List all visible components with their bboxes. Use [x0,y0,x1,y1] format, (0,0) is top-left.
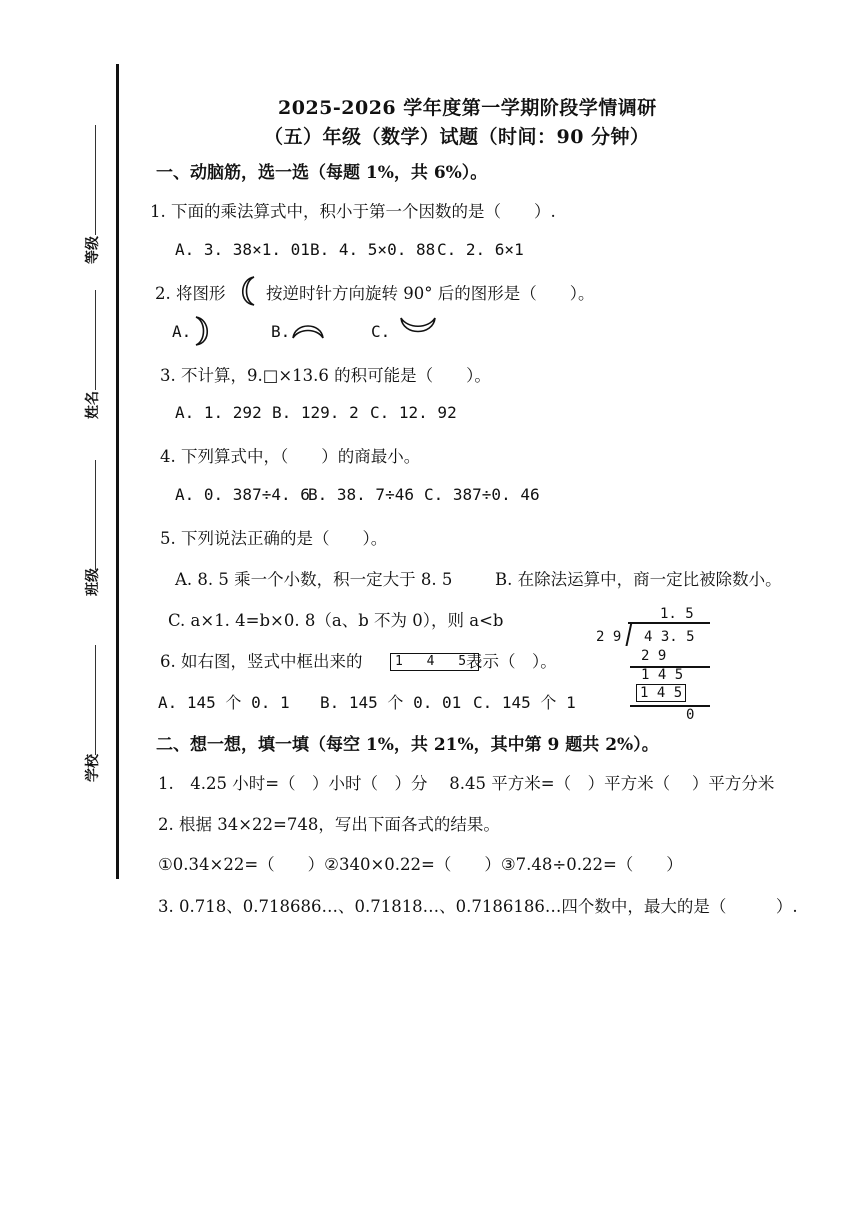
q2-option-a: A. [172,322,192,341]
q4-stem: 4. 下列算式中，（ ）的商最小。 [160,447,421,466]
q3-option-a: A. 1. 292 [175,403,262,422]
s2-q1: 1. 4.25 小时=（ ）小时（ ）分 8.45 平方米=（ ）平方米（ ）平方分米 [158,774,775,793]
q2-option-b: B. [271,322,291,341]
division-final: 0 [686,707,695,723]
q4-option-a: A. 0. 387÷4. 6 [175,485,310,504]
division-step-1: 2 9 [641,648,667,664]
name-blank-line [95,290,96,390]
crescent-figure-icon [232,274,262,308]
q3-stem: 3. 不计算，9.□×13.6 的积可能是（ ）。 [160,366,491,385]
crescent-down-icon [398,314,438,338]
q1-stem: 1. 下面的乘法算式中，积小于第一个因数的是（ ）. [150,202,556,221]
section-2-heading: 二、想一想，填一填（每空 1%，共 21%，其中第 9 题共 2%）。 [156,735,659,755]
section-1-heading: 一、动脑筋，选一选（每题 1%，共 6%）。 [156,163,488,183]
page-title: 2025-2026 学年度第一学期阶段学情调研 [278,97,657,119]
s2-q2: 2. 根据 34×22=748，写出下面各式的结果。 [158,815,500,834]
division-quotient: 1. 5 [660,606,694,622]
division-remainder-1: 1 4 5 [641,667,684,683]
binding-line [116,64,119,879]
s2-q3: 3. 0.718、0.718686…、0.71818…、0.7186186…四个数中，最大的是（ ）. [158,897,798,916]
division-step-2-boxed: 1 4 5 [636,684,686,702]
division-line-2 [630,705,710,707]
q2-option-c: C. [371,322,391,341]
q5-option-a: A. 8. 5 乘一个小数，积一定大于 8. 5 [175,570,453,589]
q6-option-b: B. 145 个 0. 01 [320,693,462,712]
school-blank-line [95,645,96,755]
q2-stem-after: 按逆时针方向旋转 90° 后的图形是（ ）。 [266,284,595,303]
q5-option-c: C. a×1. 4=b×0. 8（a、b 不为 0），则 a<b [168,611,504,630]
crescent-up-icon [290,318,326,342]
division-bracket [625,622,632,646]
q6-option-a: A. 145 个 0. 1 [158,693,290,712]
grade-blank-line [95,125,96,235]
class-blank-line [95,460,96,570]
crescent-right-icon [192,314,216,348]
division-bar [628,622,710,624]
q3-option-c: C. 12. 92 [370,403,457,422]
school-label: 学校 [85,754,101,782]
q6-option-c: C. 145 个 1 [473,693,576,712]
q6-stem-after: 表示（ ）。 [466,652,557,671]
q4-option-b: B. 38. 7÷46 [308,485,414,504]
q2-stem-before: 2. 将图形 [155,284,226,303]
q5-option-b: B. 在除法运算中，商一定比被除数小。 [495,570,782,589]
q3-option-b: B. 129. 2 [272,403,359,422]
class-label: 班级 [85,568,101,596]
page-subtitle: （五）年级（数学）试题（时间：90 分钟） [264,126,650,148]
name-label: 姓名 [85,391,101,419]
division-divisor: 2 9 [596,629,622,645]
q1-option-c: C. 2. 6×1 [437,240,524,259]
q1-option-b: B. 4. 5×0. 88 [310,240,436,259]
division-dividend: 4 3. 5 [644,629,695,645]
q1-option-a: A. 3. 38×1. 01 [175,240,310,259]
q5-stem: 5. 下列说法正确的是（ ）。 [160,529,388,548]
q4-option-c: C. 387÷0. 46 [424,485,540,504]
s2-q2-items: ①0.34×22=（ ）②340×0.22=（ ）③7.48÷0.22=（ ） [158,855,683,874]
grade-label: 等级 [85,236,101,264]
boxed-145: 1 4 5 [390,653,479,671]
q6-stem-before: 6. 如右图，竖式中框出来的 [160,652,363,671]
